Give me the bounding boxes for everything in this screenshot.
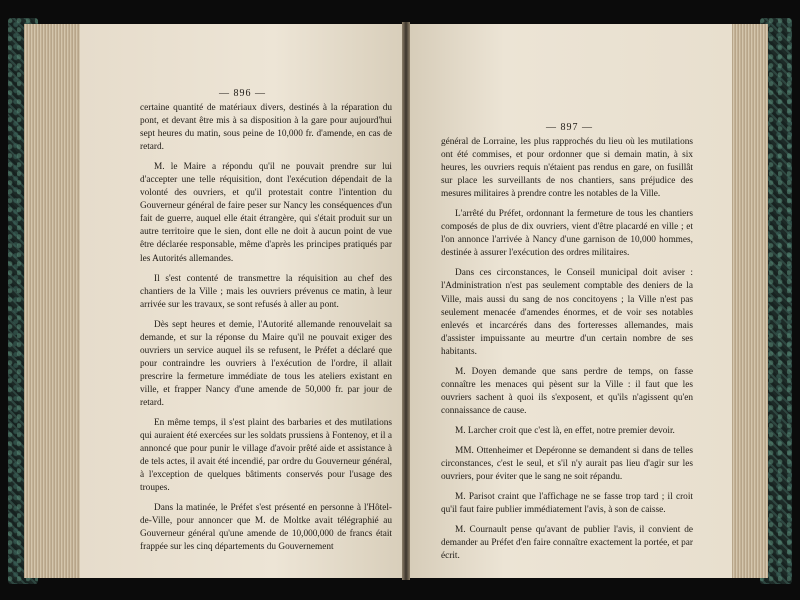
page-number: — 896 — [219, 88, 266, 99]
page-body [140, 102, 392, 562]
paragraph: Il s'est contenté de transmettre la réquisition au chef des chantiers de la Ville ; mais les ouvriers prévenus ce matin, à leur arrivée sur les travaux, se sont refusés à aller au pont. [140, 273, 392, 310]
book-gutter [402, 22, 410, 580]
page-number: — 897 — [546, 122, 593, 133]
paragraph: M. le Maire a répondu qu'il ne pouvait prendre sur lui d'accepter une telle réquisition, dont l'exécution dépendait de la volonté des ouvriers, et qu'il protestait contre l'intention du Gouverneur général de faire peser sur Nancy les conséquences d'un fait de guerre, auquel elle était étrangère, qui s'était produit sur un autre territoire que le sien, dont elle ne doit à aucun point de vue être déclarée responsable, même d'après les principes pratiqués par les Autorités allemandes. [140, 162, 392, 264]
paragraph: M. Doyen demande que sans perdre de temps, on fasse connaître les menaces qui pèsent sur la Ville : il faut que les ouvriers sachent à quoi ils s'exposent, et qu'ils n'agissent qu'en connaissance de cause. [441, 366, 693, 416]
paragraph: Dans ces circonstances, le Conseil municipal doit aviser : l'Administration n'est pas seulement comptable des deniers de la Ville, mais aussi du sang de nos concitoyens ; la Ville n'est pas seulement menacée d'amendes énormes, et de voir ses notables enlevés et incarcérés dans des forteresses allemandes, mais d'assister impuissante au meurtre d'un certain nombre de ses habitants. [441, 268, 693, 357]
paragraph: Dès sept heures et demie, l'Autorité allemande renouvelait sa demande, et sur la réponse du Maire qu'il ne pouvait exiger des ouvriers un service auquel ils se refusent, le Préfet a déclaré que pour contraindre les ouvriers à l'exécution de l'ordre, il allait prescrire la fermeture immédiate de tous les ateliers existant en ville, et frapper Nancy d'une amende de 50,000 fr. par jour de retard. [140, 319, 392, 408]
paragraph: MM. Ottenheimer et Depéronne se demandent si dans de telles circonstances, c'est le seul, et s'il n'y aurait pas lieu d'agir sur les ouvriers, pour éviter que le sang ne soit répandu. [441, 445, 693, 483]
paragraph: Dans la matinée, le Préfet s'est présenté en personne à l'Hôtel-de-Ville, pour annoncer que M. de Moltke avait télégraphié au Gouverneur général qu'une amende de 10,000,000 de francs était frappée sur les cinq départements du Gouvernement [140, 503, 392, 553]
paragraph: M. Cournault pense qu'avant de publier l'avis, il convient de demander au Préfet d'en faire connaître exactement la portée, et par écrit. [441, 525, 693, 562]
page-body [441, 136, 693, 570]
paragraph: En même temps, il s'est plaint des barbaries et des mutilations qui auraient été exercées sur les soldats prussiens à Fontenoy, et il a annoncé que pour punir le village d'avoir prêté aide et assistance à de tels actes, il avait été incendié, par ordre du Gouverneur général, à l'exception de quelques bâtiments conservés pour l'usage des troupes. [140, 418, 392, 494]
left-page-edges [24, 24, 80, 578]
paragraph: M. Larcher croit que c'est là, en effet, notre premier devoir. [455, 425, 675, 436]
paragraph: L'arrêté du Préfet, ordonnant la fermeture de tous les chantiers composés de plus de dix ouvriers, vient d'être placardé en ville ; et l'on annonce l'arrivée à Nancy d'une garnison de 10,000 hommes, destinée à assurer l'exécution des ordres militaires. [441, 209, 693, 259]
left-page [80, 24, 405, 578]
paragraph: général de Lorraine, les plus rapprochés du lieu où les mutilations ont été commises, et pour ordonner que si demain matin, à six heures, les ouvriers requis n'étaient pas rendus en gare, on fusillât sur place les surveillants de nos chantiers, sans préjudice des mesures militaires à prendre contre les notables de la Ville. [441, 137, 693, 200]
paragraph: M. Parisot craint que l'affichage ne se fasse trop tard ; il croit qu'il faut faire publier immédiatement l'avis, à son de caisse. [441, 492, 693, 516]
right-page-edges [732, 24, 768, 578]
paragraph: certaine quantité de matériaux divers, destinés à la réparation du pont, et devant être mis à sa disposition à la gare pour aujourd'hui sept heures du matin, sous peine de 10,000 fr. d'amende, en cas de retard. [140, 103, 392, 153]
right-page [407, 24, 732, 578]
